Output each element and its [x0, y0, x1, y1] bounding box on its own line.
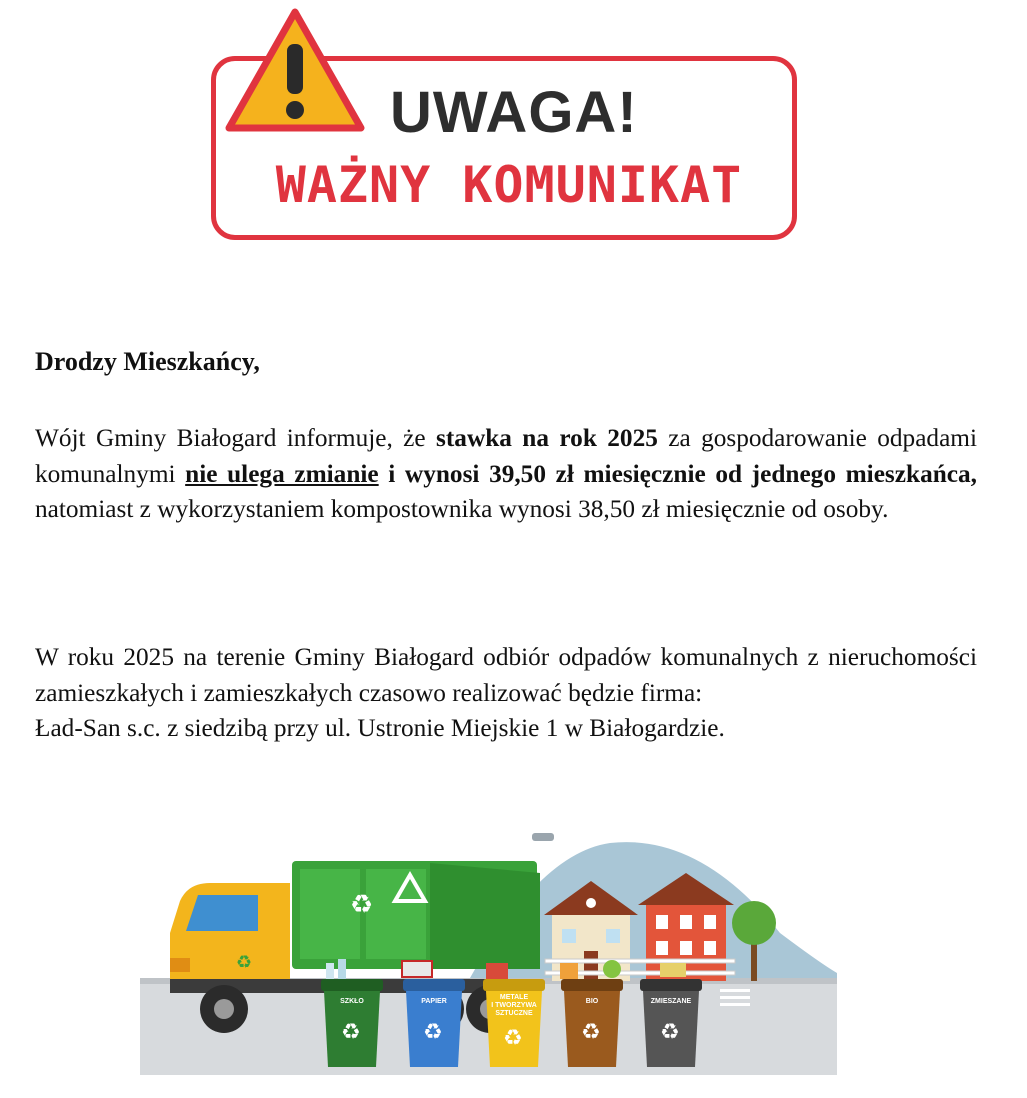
bin-label-szklo: SZKŁO	[340, 998, 364, 1005]
bin-label-metale: METALE	[499, 994, 529, 1001]
rate-paragraph	[35, 421, 977, 528]
bin-metale	[483, 979, 545, 1067]
banner-title: UWAGA!	[390, 80, 638, 145]
bin-papier	[403, 979, 465, 1067]
rate-unchanged-highlight: nie ulega zmianie	[185, 459, 379, 488]
greeting: Drodzy Mieszkańcy,	[35, 347, 260, 376]
banner-subtitle: WAŻNY KOMUNIKAT	[275, 156, 743, 214]
recycle-icon: ♻	[660, 1020, 680, 1045]
bin-label-bio: BIO	[585, 998, 599, 1005]
svg-text:♻: ♻	[236, 952, 253, 973]
bin-bio	[561, 979, 623, 1067]
rate-text-1: Wójt Gminy Białogard informuje, że	[35, 424, 437, 452]
bin-label-zmieszane: ZMIESZANE	[650, 998, 692, 1005]
recycle-icon: ♻	[581, 1020, 601, 1045]
recycle-icon: ♻	[341, 1020, 361, 1045]
warning-banner	[205, 0, 805, 250]
collector-address: Ład-San s.c. z siedzibą przy ul. Ustronie Miejskie 1 w Białogardzie.	[35, 714, 725, 742]
warning-triangle-icon	[223, 4, 367, 136]
bin-label-papier: PAPIER	[421, 998, 447, 1005]
rate-text-3: natomiast z wykorzystaniem kompostownika wynosi 38,50 zł miesięcznie od osoby.	[35, 495, 889, 523]
bin-zmieszane	[640, 979, 702, 1067]
rate-year-highlight: stawka na rok 2025	[436, 424, 658, 452]
bin-label-metale-3: SZTUCZNE	[495, 1010, 533, 1017]
collector-paragraph: W roku 2025 na terenie Gminy Białogard odbiór odpadów komunalnych z nieruchomości zamieszkałych i zamieszkałych czasowo realizować będzie firma:	[35, 643, 977, 707]
garbage-truck-illustration	[140, 783, 837, 1075]
recycle-icon: ♻	[503, 1026, 523, 1051]
recycle-icon: ♻	[350, 890, 374, 920]
bin-szklo	[321, 979, 383, 1067]
rate-text-2: za gospodarowanie odpadami komunalnymi	[35, 424, 978, 488]
bin-label-metale-2: I TWORZYWA	[491, 1002, 537, 1009]
recycle-icon: ♻	[423, 1020, 443, 1045]
rate-amount-highlight: i wynosi 39,50 zł miesięcznie od jednego mieszkańca,	[378, 459, 977, 488]
